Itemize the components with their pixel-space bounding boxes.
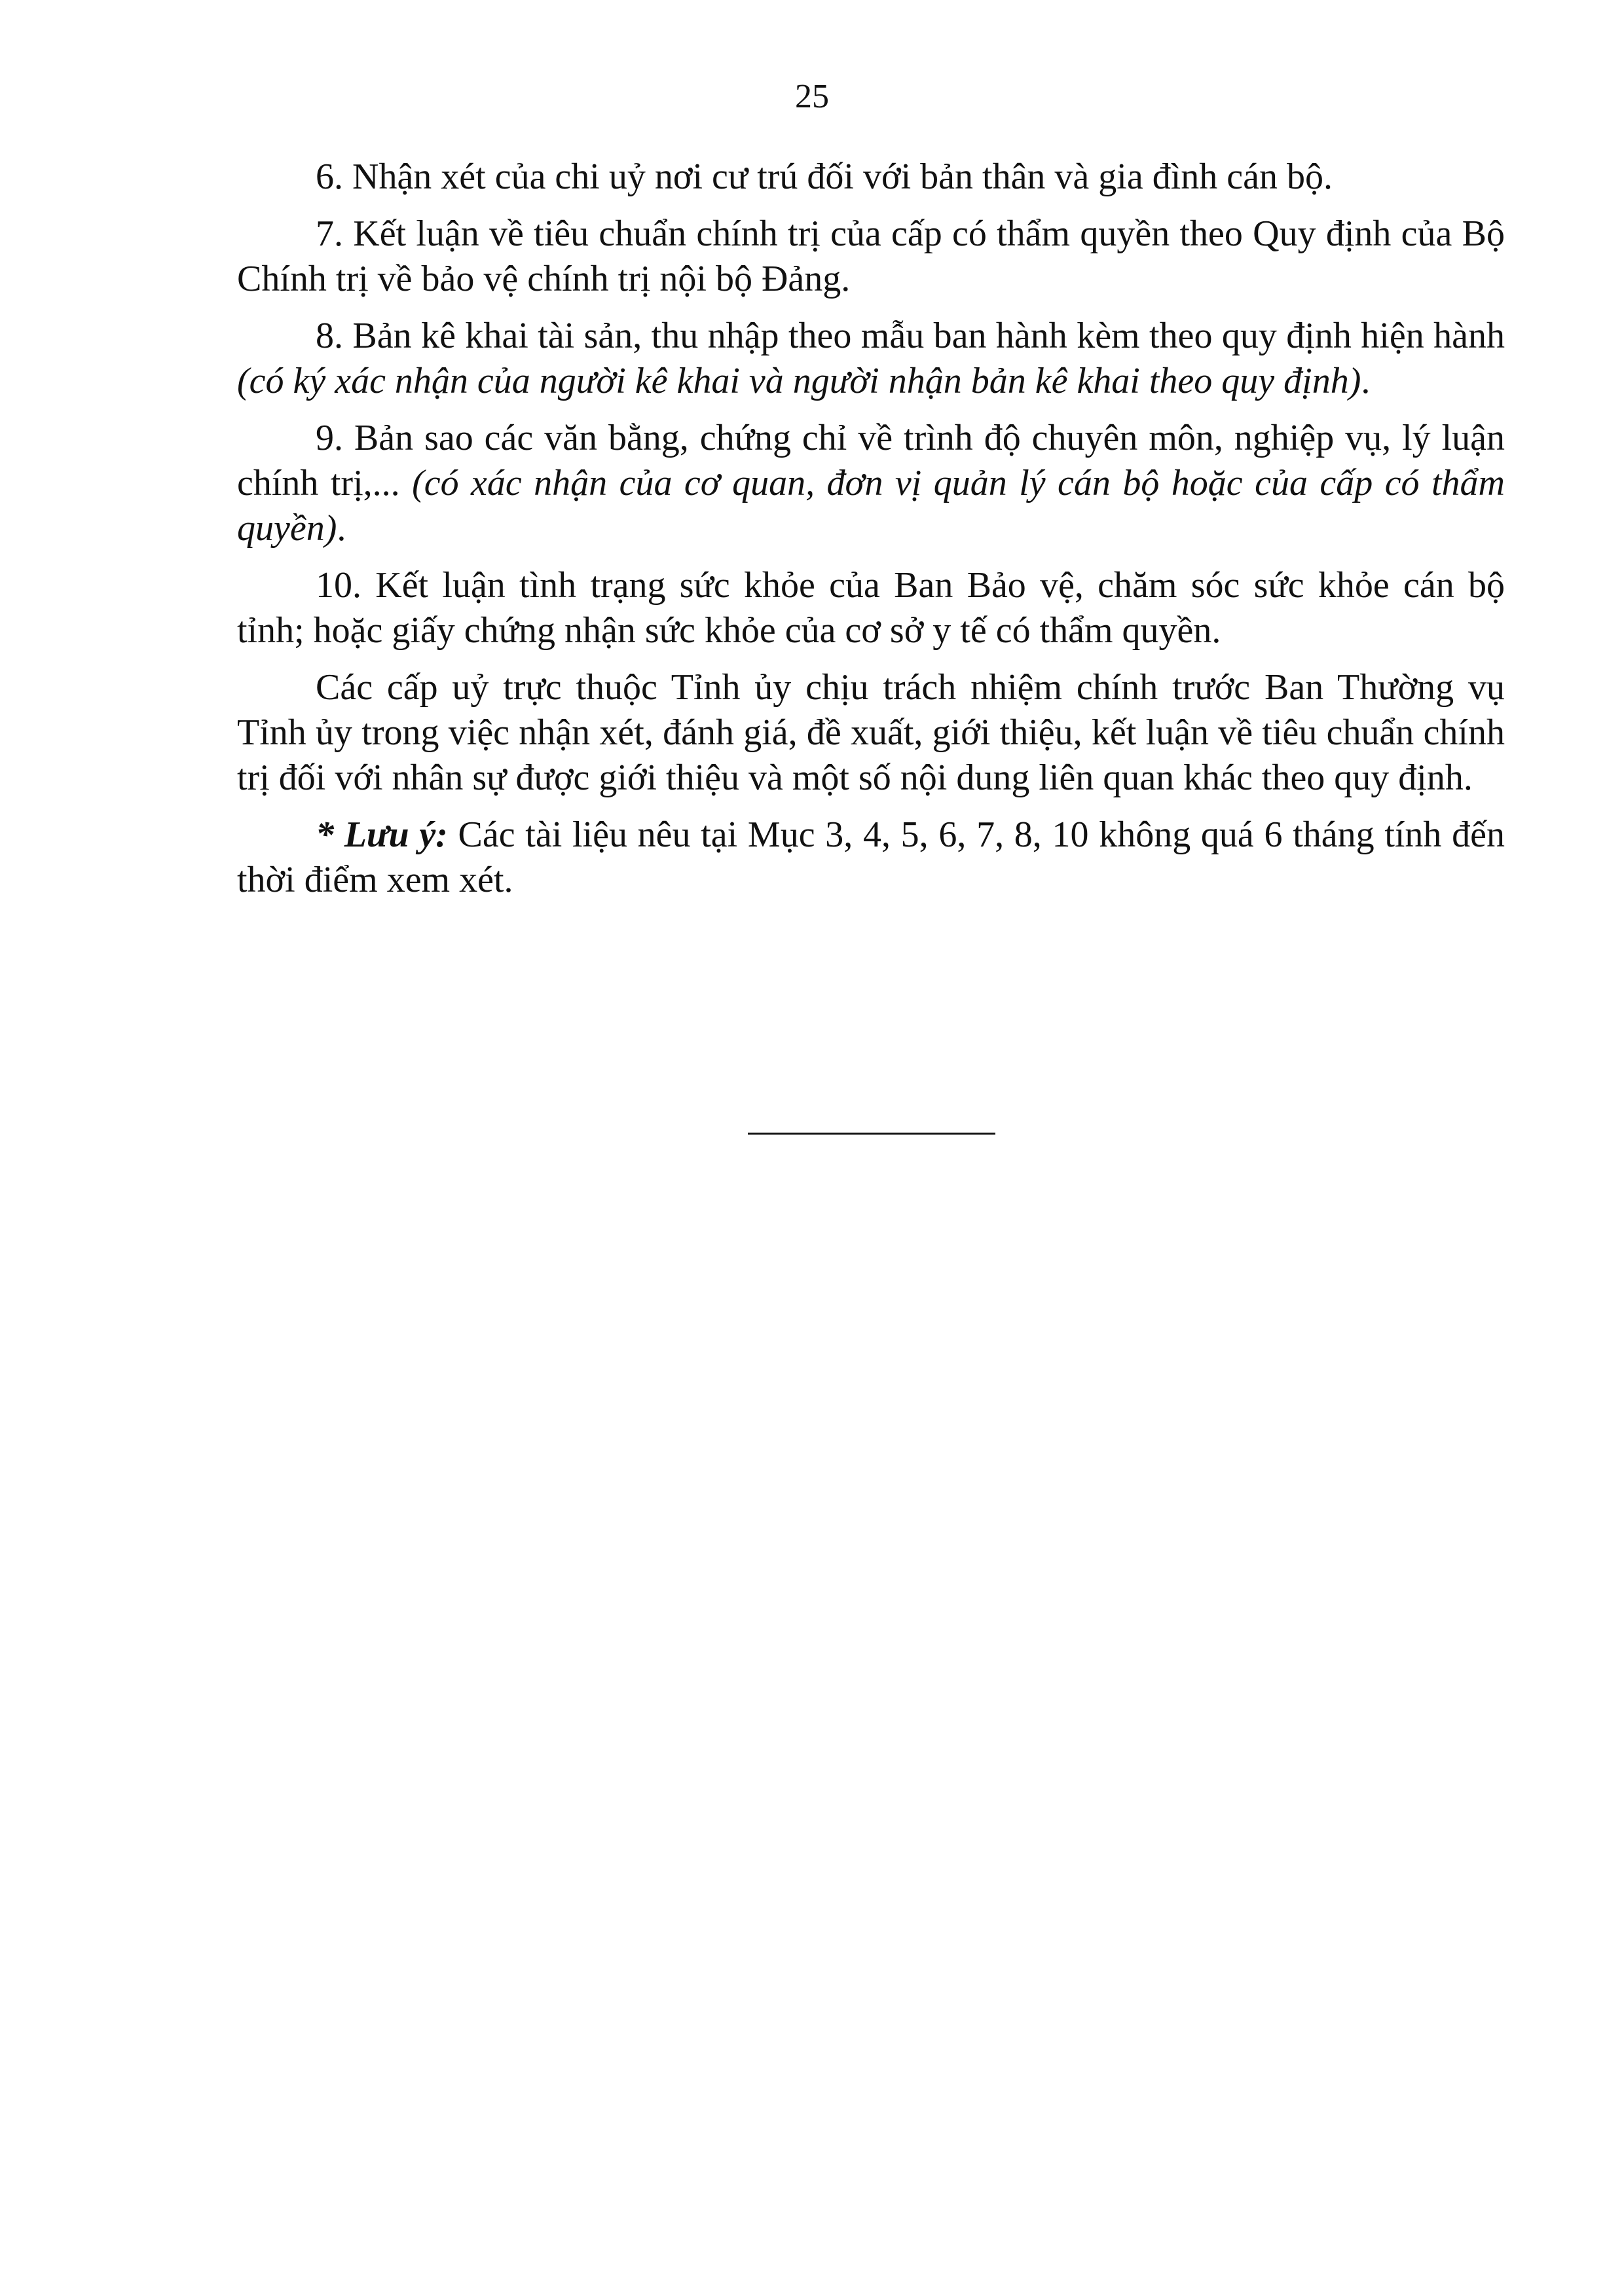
item-8-text: 8. Bản kê khai tài sản, thu nhập theo mẫu ban hành kèm theo quy định hiện hành bbox=[316, 316, 1505, 356]
item-9-text: 9. Bản sao các văn bằng, chứng chỉ về trình độ chuyên môn, nghiệp vụ, lý luận chính trị,... bbox=[237, 418, 1505, 503]
item-9-paragraph bbox=[237, 416, 1505, 551]
item-9-note: (có xác nhận của cơ quan, đơn vị quản lý cán bộ hoặc của cấp có thẩm quyền) bbox=[237, 463, 1505, 549]
item-6-paragraph bbox=[237, 155, 1505, 200]
item-6-text: 6. Nhận xét của chi uỷ nơi cư trú đối với bản thân và gia đình cán bộ. bbox=[316, 156, 1333, 197]
item-7-paragraph bbox=[237, 211, 1505, 302]
item-8-paragraph bbox=[237, 314, 1505, 404]
item-9-end: . bbox=[337, 508, 346, 549]
responsibility-paragraph bbox=[237, 665, 1505, 801]
note-label: * Lưu ý: bbox=[316, 814, 448, 855]
document-body bbox=[237, 155, 1505, 915]
note-paragraph bbox=[237, 812, 1505, 903]
item-8-end: . bbox=[1361, 361, 1371, 401]
page-number: 25 bbox=[795, 78, 829, 115]
responsibility-text: Các cấp uỷ trực thuộc Tỉnh ủy chịu trách nhiệm chính trước Ban Thường vụ Tỉnh ủy trong việc nhận xét, đánh giá, đề xuất, giới thiệu, kết luận về tiêu chuẩn chính trị đối với nhân sự được giới thiệu và một số nội dung liên quan khác theo quy định. bbox=[237, 667, 1505, 798]
item-7-text: 7. Kết luận về tiêu chuẩn chính trị của cấp có thẩm quyền theo Quy định của Bộ Chính trị về bảo vệ chính trị nội bộ Đảng. bbox=[237, 213, 1505, 299]
item-10-text: 10. Kết luận tình trạng sức khỏe của Ban Bảo vệ, chăm sóc sức khỏe cán bộ tỉnh; hoặc giấy chứng nhận sức khỏe của cơ sở y tế có thẩm quyền. bbox=[237, 565, 1505, 651]
item-10-paragraph bbox=[237, 563, 1505, 653]
item-8-note: (có ký xác nhận của người kê khai và người nhận bản kê khai theo quy định) bbox=[237, 361, 1361, 401]
note-text: Các tài liệu nêu tại Mục 3, 4, 5, 6, 7, 8, 10 không quá 6 tháng tính đến thời điểm xem xét. bbox=[237, 814, 1505, 900]
end-divider bbox=[748, 1133, 995, 1135]
